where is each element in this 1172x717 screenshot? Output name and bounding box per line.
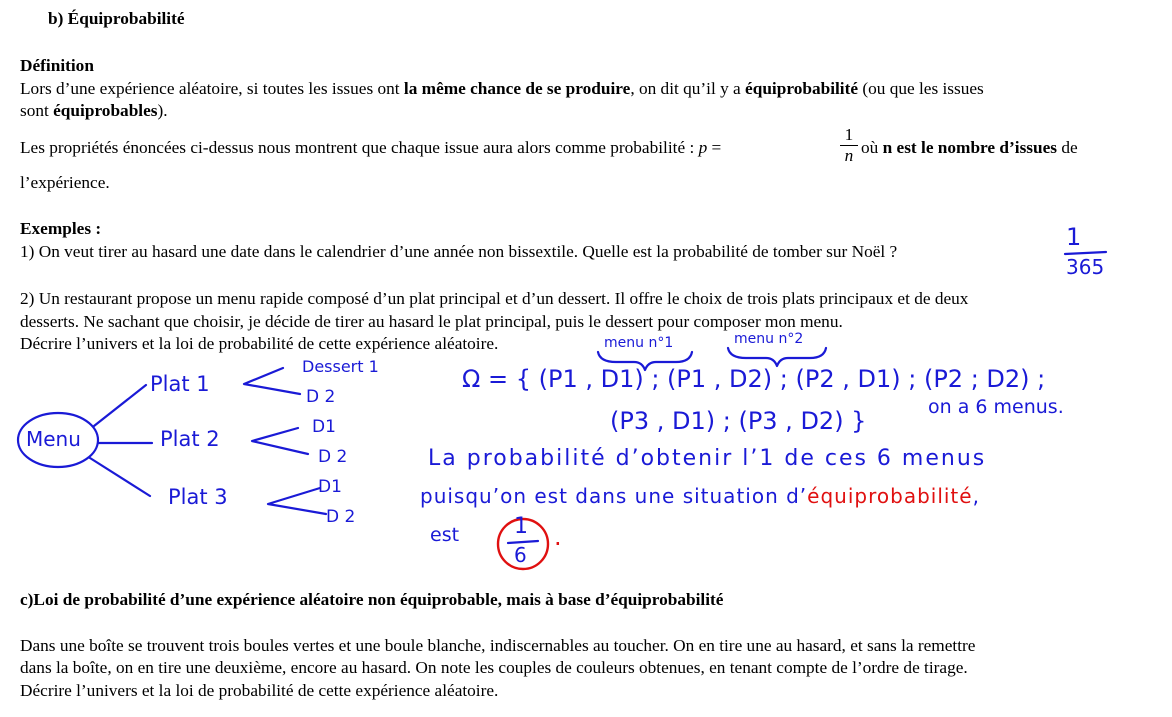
noel-answer-numerator: 1 — [1066, 223, 1082, 251]
universe-omega-line-1: Ω = { (P1 , D1) ; (P1 , D2) ; (P2 , D1) ; (P2 ; D2) ; — [462, 365, 1046, 393]
brace-menu-2 — [728, 348, 826, 366]
menu-label: Menu — [26, 427, 81, 451]
plat3-d1-label: D1 — [318, 477, 342, 497]
fraction-one-over-n: $\frac{1}{n}$ — [840, 125, 858, 166]
example-2-line-1: 2) Un restaurant propose un menu rapide composé d’un plat principal et d’un dessert. Il offre le choix de trois plats principaux et de deux — [20, 289, 969, 308]
section-c-line-3: Décrire l’univers et la loi de probabilité de cette expérience aléatoire. — [20, 681, 499, 700]
equiprobability-highlight: équiprobabilité — [807, 484, 973, 508]
section-c-line-1: Dans une boîte se trouvent trois boules vertes et une boule blanche, indiscernables au toucher. On en tire une au hasard, et sans la remettre — [20, 636, 976, 655]
branch-menu-plat3 — [90, 458, 150, 496]
conclusion-line-3: est — [430, 524, 460, 546]
answer-dot: . — [554, 523, 562, 551]
property-line-2: l’expérience. — [20, 173, 110, 192]
six-menus-note: on a 6 menus. — [928, 396, 1064, 418]
branch-plat1-desserts — [244, 368, 300, 394]
branch-plat2-desserts — [252, 428, 308, 454]
plat-1-label: Plat 1 — [150, 372, 210, 396]
universe-omega-line-2: (P3 , D1) ; (P3 , D2) } — [610, 407, 867, 435]
definition-line-2: sont équiprobables). — [20, 101, 168, 120]
menu-number-2-label: menu n°2 — [734, 331, 804, 347]
section-c-line-2: dans la boîte, on en tire une deuxième, encore au hasard. On note les couples de couleurs obtenues, en tenant compte de l’ordre de tirage. — [20, 658, 968, 677]
example-2-line-2: desserts. Ne sachant que choisir, je décide de tirer au hasard le plat principal, puis le dessert pour composer mon menu. — [20, 312, 843, 331]
branch-menu-plat1 — [94, 385, 146, 426]
plat-2-label: Plat 2 — [160, 427, 220, 451]
plat3-d2-label: D 2 — [326, 507, 356, 527]
examples-title: Exemples : — [20, 219, 102, 238]
definition-line-1: Lors d’une expérience aléatoire, si toutes les issues ont la même chance de se produire, on dit qu’il y a équiprobabilité (ou que les issues — [20, 79, 984, 98]
noel-answer-denominator: 365 — [1066, 255, 1105, 279]
conclusion-line-2: puisqu’on est dans une situation d’équiprobabilité, — [420, 484, 980, 508]
noel-fraction-bar — [1065, 252, 1106, 254]
answer-numerator: 1 — [514, 514, 528, 539]
section-b-title: b) Équiprobabilité — [48, 9, 185, 28]
example-1: 1) On veut tirer au hasard une date dans le calendrier d’une année non bissextile. Quelle est la probabilité de tomber sur Noël ? — [20, 242, 898, 261]
plat2-d2-label: D 2 — [318, 447, 348, 467]
dessert-1-label: Dessert 1 — [302, 357, 379, 376]
plat2-d1-label: D1 — [312, 417, 336, 437]
plat-3-label: Plat 3 — [168, 485, 228, 509]
menu-number-1-label: menu n°1 — [604, 335, 674, 351]
section-c-title: c)Loi de probabilité d’une expérience aléatoire non équiprobable, mais à base d’équiprobabilité — [20, 590, 724, 609]
definition-title: Définition — [20, 56, 94, 75]
answer-denominator: 6 — [514, 543, 527, 567]
property-line-1-end: où n est le nombre d’issues de — [861, 138, 1078, 157]
conclusion-line-1: La probabilité d’obtenir l’1 de ces 6 menus — [428, 446, 987, 471]
property-line-1: Les propriétés énoncées ci-dessus nous montrent que chaque issue aura alors comme probabilité : p = — [20, 138, 722, 157]
example-2-line-3: Décrire l’univers et la loi de probabilité de cette expérience aléatoire. — [20, 334, 499, 353]
plat1-d2-label: D 2 — [306, 387, 336, 407]
